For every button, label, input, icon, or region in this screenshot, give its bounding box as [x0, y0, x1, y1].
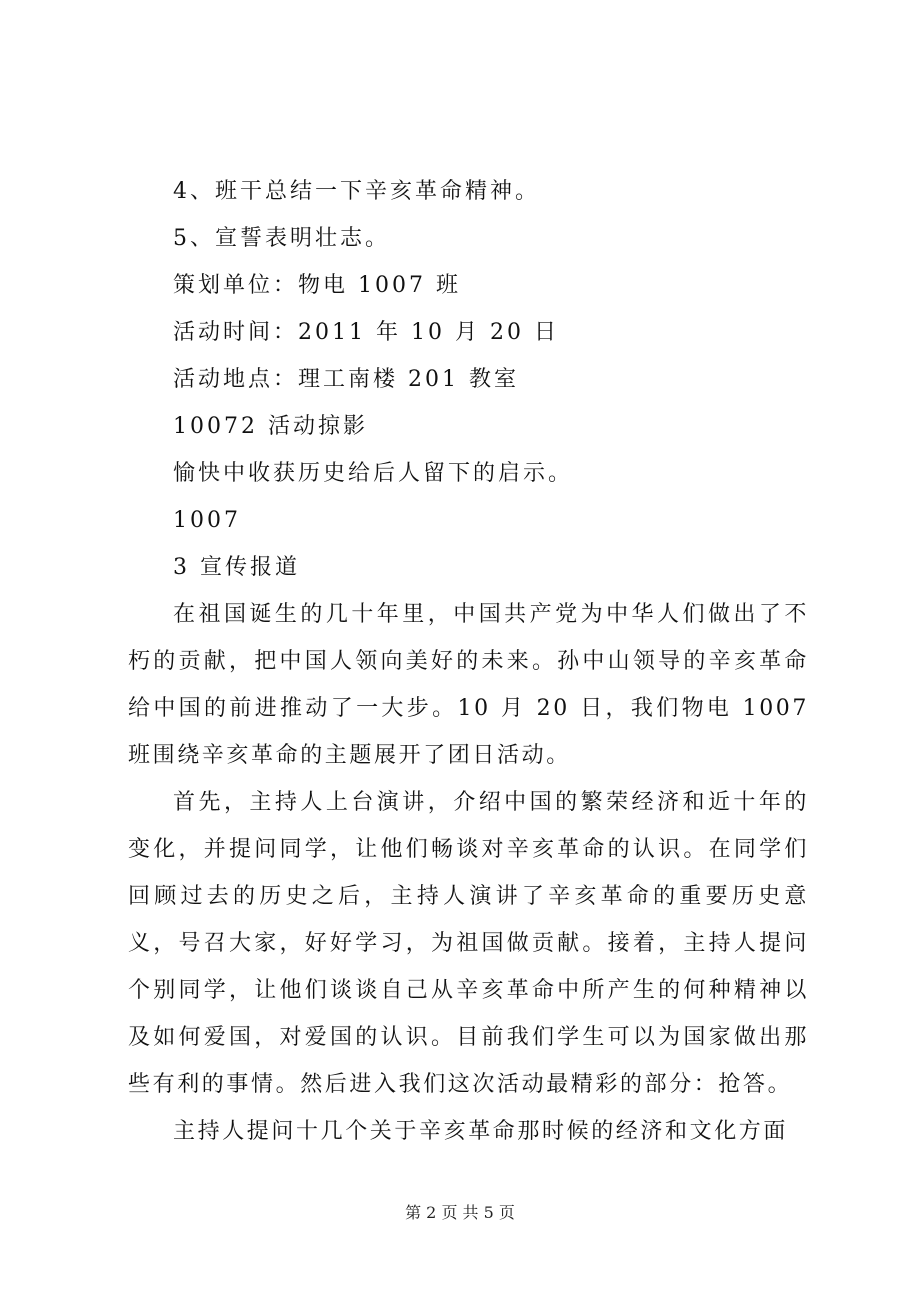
page-footer: 第 2 页 共 5 页: [405, 1203, 515, 1222]
section-heading-report: 3 宣传报道: [173, 555, 300, 580]
list-item-summary: 4、班干总结一下辛亥革命精神。: [173, 179, 540, 204]
organizer-line: 策划单位：物电 1007 班: [173, 273, 461, 298]
list-item-oath: 5、宣誓表明壮志。: [173, 226, 390, 251]
class-number-line: 1007: [173, 508, 241, 533]
paragraph-intro: 在祖国诞生的几十年里，中国共产党为中华人们做出了不朽的贡献，把中国人领向美好的未来。孙中山领导的辛亥革命给中国的前进推动了一大步。10 月 20 日，我们物电 1007 班围绕辛亥革命的主题展开了团日活动。: [128, 602, 809, 768]
report-text: [128, 591, 809, 1155]
document-body: [128, 168, 809, 1155]
paragraph-first-activity: 首先，主持人上台演讲，介绍中国的繁荣经济和近十年的变化，并提问同学，让他们畅谈对辛亥革命的认识。在同学们回顾过去的历史之后，主持人演讲了辛亥革命的重要历史意义，号召大家，好好学习，为祖国做贡献。接着，主持人提问个别同学，让他们谈谈自己从辛亥革命中所产生的何种精神以及如何爱国，对爱国的认识。目前我们学生可以为国家做出那些有利的事情。然后进入我们这次活动最精彩的部分：抢答。: [128, 790, 809, 1097]
activity-time-line: 活动时间：2011 年 10 月 20 日: [173, 320, 559, 345]
paragraph-quiz: 主持人提问十几个关于辛亥革命那时候的经济和文化方面: [173, 1119, 789, 1144]
highlights-caption: 愉快中收获历史给后人留下的启示。: [173, 461, 574, 486]
activity-location-line: 活动地点：理工南楼 201 教室: [173, 367, 519, 392]
section-heading-highlights: 10072 活动掠影: [173, 414, 368, 439]
